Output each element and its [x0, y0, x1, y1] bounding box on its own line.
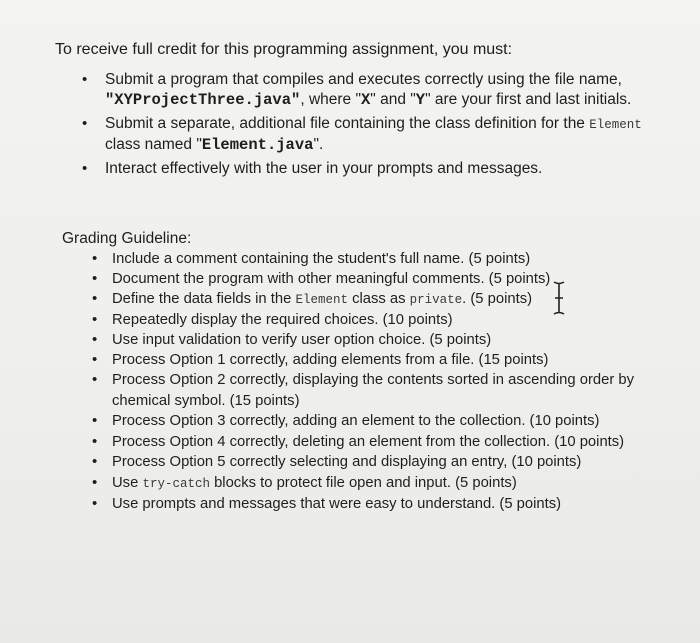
list-item: • Process Option 4 correctly, deleting an element from the collection. (10 points)	[92, 432, 625, 450]
bullet-icon: •	[92, 331, 98, 348]
file-name-code: "XYProjectThree.java"	[105, 91, 301, 109]
class-name-code: Element	[295, 293, 348, 307]
bullet-icon: •	[92, 351, 98, 368]
grading-title: Grading Guideline:	[62, 230, 192, 247]
list-item: • Submit a program that compiles and executes correctly using the file name, "XYProjectThree.java", where "X" and "Y" are your first and last initials.	[82, 71, 632, 109]
bullet-icon: •	[92, 250, 98, 267]
intro-text: To receive full credit for this programming assignment, you must:	[55, 41, 513, 58]
list-item: • Define the data fields in the Element class as private. (5 points)	[92, 290, 533, 307]
list-item: • Repeatedly display the required choices. (10 points)	[92, 311, 453, 328]
bullet-icon: •	[92, 290, 98, 307]
bullet-icon: •	[92, 371, 98, 388]
bullet-icon: •	[82, 115, 88, 132]
bullet-icon: •	[92, 494, 98, 512]
class-name-code: Element	[589, 118, 642, 132]
try-catch-code: try-catch	[142, 476, 210, 491]
bullet-icon: •	[82, 71, 88, 88]
list-item: • Process Option 5 correctly selecting and displaying an entry, (10 points)	[92, 453, 582, 470]
requirements-list	[82, 70, 662, 183]
bullet-icon: •	[92, 473, 98, 491]
list-item: • Process Option 2 correctly, displaying the contents sorted in ascending order by chemical symbol. (15 points)	[92, 371, 635, 409]
list-item: • Use input validation to verify user option choice. (5 points)	[92, 331, 492, 348]
bullet-icon: •	[92, 311, 98, 328]
list-item: • Include a comment containing the student's full name. (5 points)	[92, 250, 531, 267]
list-item: • Use prompts and messages that were easy to understand. (5 points)	[92, 494, 562, 512]
bullet-icon: •	[92, 432, 98, 450]
class-file-code: Element.java	[201, 136, 314, 154]
bullet-icon: •	[92, 453, 98, 470]
list-item: • Process Option 1 correctly, adding elements from a file. (15 points)	[92, 351, 549, 368]
list-item: • Interact effectively with the user in your prompts and messages.	[82, 160, 543, 177]
list-item: • Submit a separate, additional file containing the class definition for the Element class named "Element.java".	[82, 115, 642, 154]
bullet-icon: •	[92, 270, 98, 287]
bullet-icon: •	[92, 412, 98, 429]
private-keyword-code: private	[409, 293, 463, 307]
list-item: • Process Option 3 correctly, adding an element to the collection. (10 points)	[92, 412, 600, 429]
bullet-icon: •	[82, 160, 88, 177]
list-item: • Use try-catch blocks to protect file open and input. (5 points)	[92, 473, 517, 491]
list-item: • Document the program with other meaningful comments. (5 points)	[92, 270, 551, 287]
grading-list	[92, 249, 662, 514]
text-cursor-icon	[552, 280, 566, 316]
